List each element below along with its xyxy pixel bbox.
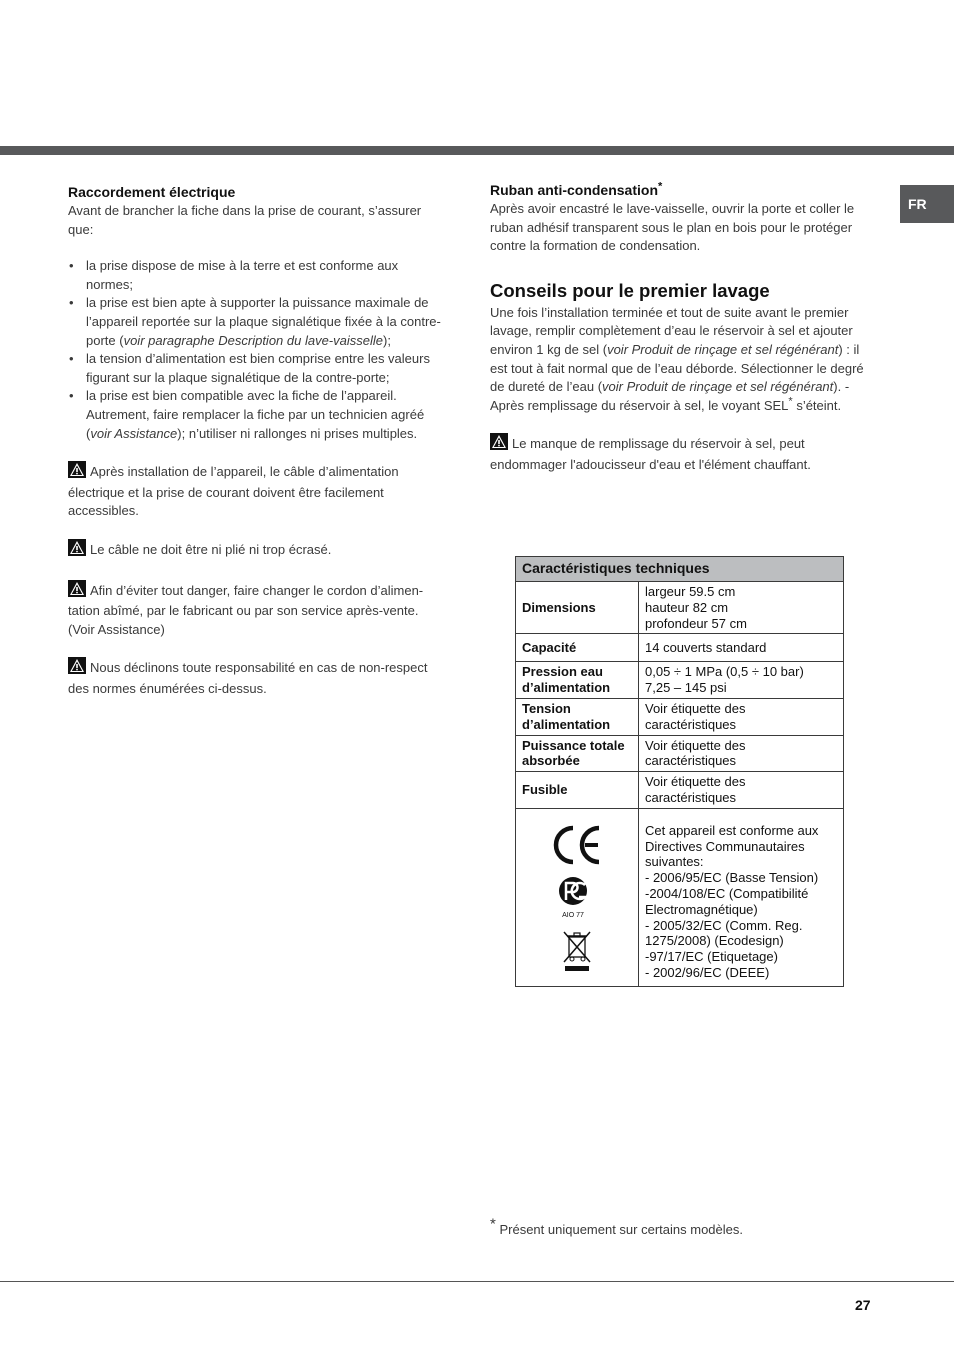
page-number: 27 xyxy=(855,1297,871,1313)
warning-paragraph: Afin d’éviter tout danger, faire changer le cordon d’alimen-tation abîmé, par le fabricant ou par son service après-vente. (Voir Assistance) xyxy=(68,580,448,640)
spec-label: Capacité xyxy=(516,634,639,662)
spec-value: 14 couverts standard xyxy=(639,634,844,662)
specs-table-title: Caractéristiques techniques xyxy=(516,557,844,582)
warning-icon xyxy=(68,580,86,603)
table-row xyxy=(516,772,844,809)
first-wash-text: Une fois l’installation terminée et tout de suite avant le premier lavage, remplir complètement d’eau le réservoir à sel et ajouter environ 1 kg de sel (voir Produit de rinçage et sel régénérant) : il est tout à fait normal que de l’eau déborde. Sélectionner le degré de dureté de l’eau (voir Produit de rinçage et sel régénérant). - Après remplissage du réservoir à sel, le voyant SEL* s’éteint. xyxy=(490,304,864,413)
table-row xyxy=(516,735,844,772)
spec-label: Fusible xyxy=(516,772,639,809)
warning-paragraph: Nous déclinons toute responsabilité en cas de non-respect des normes énumérées ci-dessus. xyxy=(68,657,448,698)
warning-icon xyxy=(68,539,86,562)
table-row xyxy=(516,582,844,634)
spec-value: largeur 59.5 cm hauteur 82 cm profondeur 57 cm xyxy=(639,582,844,634)
ce-mark-icon xyxy=(516,824,638,870)
certification-logos xyxy=(516,808,639,986)
spec-label: Pression eau d’alimentation xyxy=(516,662,639,699)
warning-paragraph: Le câble ne doit être ni plié ni trop écrasé. xyxy=(68,539,448,562)
spec-value: Voir étiquette des caractéristiques xyxy=(639,772,844,809)
electrical-intro: Avant de brancher la fiche dans la prise de courant, s’assurer que: xyxy=(68,203,422,237)
spec-value: Voir étiquette des caractéristiques xyxy=(639,735,844,772)
warning-paragraph: Le manque de remplissage du réservoir à sel, peut endommager l'adoucisseur d'eau et l'élément chauffant. xyxy=(490,433,870,474)
list-item: • la prise dispose de mise à la terre et est conforme aux normes; xyxy=(68,257,448,294)
language-tab: FR xyxy=(900,185,954,223)
warning-icon xyxy=(68,657,86,680)
warning-paragraph: Après installation de l’appareil, le câble d’alimentation électrique et la prise de courant doivent être facilement accessibles. xyxy=(68,461,448,521)
warning-icon xyxy=(490,433,508,456)
spec-value: Voir étiquette des caractéristiques xyxy=(639,698,844,735)
section-heading-electrical: Raccordement électrique xyxy=(68,184,236,200)
electrical-checklist xyxy=(68,257,448,443)
spec-label: Tension d’alimentation xyxy=(516,698,639,735)
directives-text: Cet appareil est conforme aux Directives Communautaires suivantes: - 2006/95/EC (Basse Tension) -2004/108/EC (Compatibilité Electromagnétique) - 2005/32/EC (Comm. Reg. 1275/2008) (Ecodesign) -97/17/EC (Etiquetage) - 2002/96/EC (DEEE) xyxy=(639,808,844,986)
technical-specs-table xyxy=(515,556,844,987)
table-row xyxy=(516,808,844,986)
list-item: • la prise est bien compatible avec la fiche de l’appareil. Autrement, faire remplacer la fiche par un technicien agréé (voir Assistance); n’utiliser ni rallonges ni prises multiples. xyxy=(68,387,448,443)
pct-code: AIO 77 xyxy=(562,912,584,920)
footnote: * Présent uniquement sur certains modèles. xyxy=(490,1215,743,1237)
spec-value: 0,05 ÷ 1 MPa (0,5 ÷ 10 bar) 7,25 – 145 psi xyxy=(639,662,844,699)
table-row xyxy=(516,634,844,662)
section-heading-first-wash: Conseils pour le premier lavage xyxy=(490,279,770,301)
right-column xyxy=(490,180,870,475)
list-item: • la tension d’alimentation est bien comprise entre les valeurs figurant sur la plaque signalétique de la contre-porte; xyxy=(68,350,448,387)
spec-label: Puissance totale absorbée xyxy=(516,735,639,772)
top-band xyxy=(0,146,954,155)
pct-mark-icon xyxy=(516,875,638,923)
spec-label: Dimensions xyxy=(516,582,639,634)
list-item: • la prise est bien apte à supporter la puissance maximale de l’appareil reportée sur la plaque signalétique fixée à la contre-porte (voir paragraphe Description du lave-vaisselle); xyxy=(68,294,448,350)
anti-condensation-text: Après avoir encastré le lave-vaisselle, ouvrir la porte et coller le ruban adhésif transparent sous le plan en bois pour le protéger contre la formation de condensation. xyxy=(490,201,855,254)
warning-icon xyxy=(68,461,86,484)
weee-bin-icon xyxy=(516,929,638,977)
bottom-rule xyxy=(0,1281,954,1282)
section-heading-anti-condensation: Ruban anti-condensation* xyxy=(490,180,663,198)
table-row xyxy=(516,698,844,735)
left-column xyxy=(68,182,448,698)
table-row xyxy=(516,662,844,699)
